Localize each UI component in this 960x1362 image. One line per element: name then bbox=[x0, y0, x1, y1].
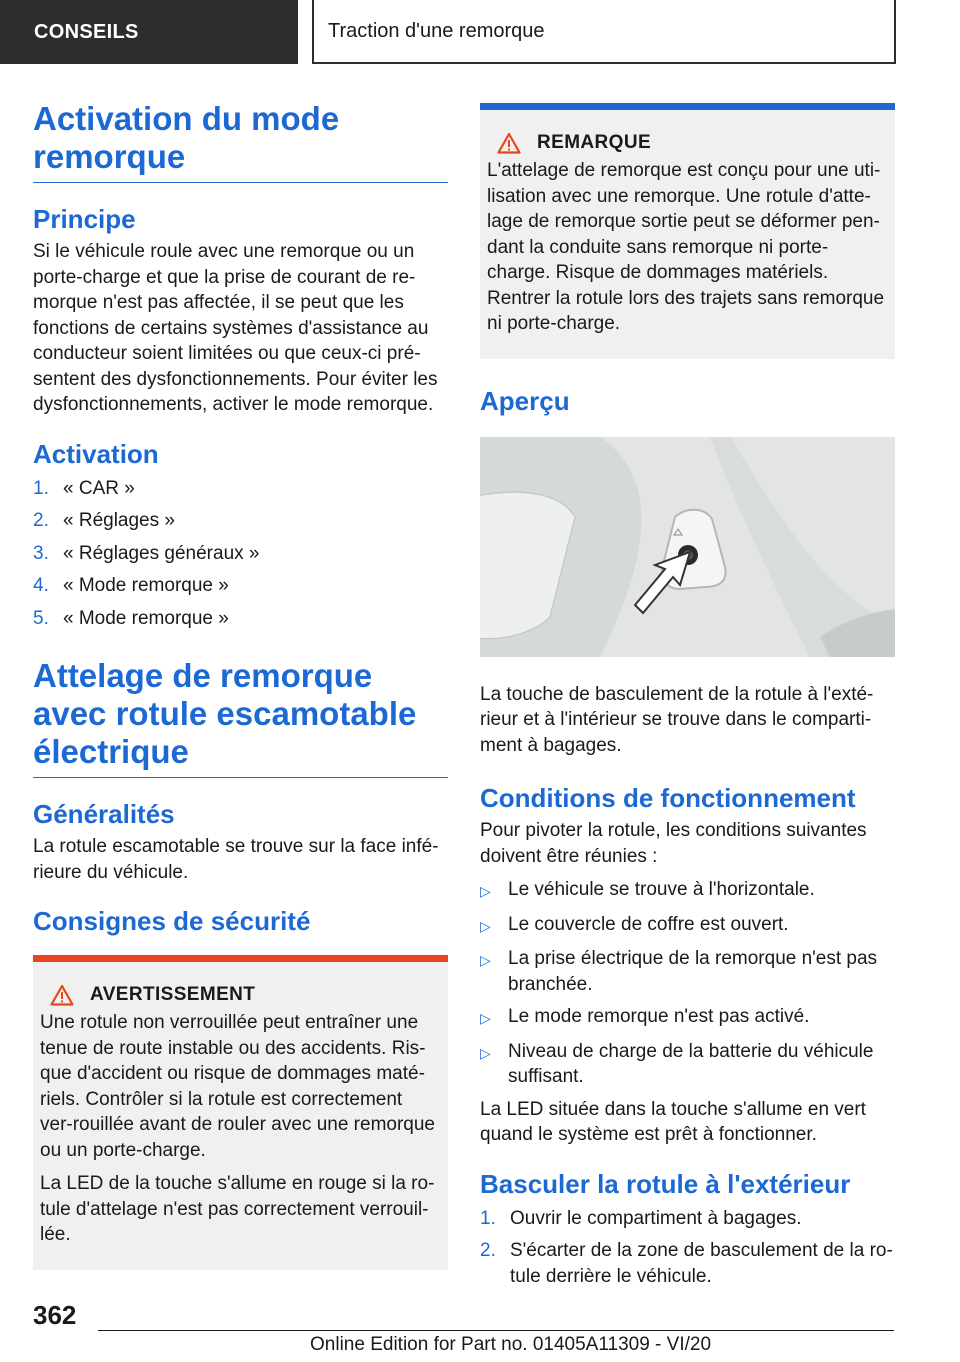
triangle-bullet-icon: ▷ bbox=[480, 917, 491, 934]
header-section-label: CONSEILS bbox=[34, 20, 139, 43]
step-number: 2. bbox=[33, 510, 49, 531]
step-text: « Mode remorque » bbox=[63, 607, 229, 629]
step-number: 2. bbox=[480, 1240, 496, 1261]
step-text: Ouvrir le compartiment à bagages. bbox=[510, 1207, 802, 1229]
right-column bbox=[480, 103, 895, 1309]
list-item bbox=[480, 1004, 895, 1032]
condition-text: Le mode remorque n'est pas activé. bbox=[508, 1006, 810, 1027]
section-apercu bbox=[480, 385, 895, 759]
heading-principe: Principe bbox=[33, 204, 136, 234]
header-title-text: Traction d'une remorque bbox=[328, 19, 545, 42]
step-number: 1. bbox=[33, 477, 49, 499]
list-item bbox=[480, 1206, 895, 1232]
step-text: « Réglages généraux » bbox=[63, 542, 260, 564]
warning-header bbox=[40, 984, 440, 1006]
list-item bbox=[480, 946, 895, 997]
section-basculer bbox=[480, 1168, 895, 1290]
step-text: « Mode remorque » bbox=[63, 575, 229, 596]
heading-conditions: Conditions de fonctionnement bbox=[480, 783, 856, 813]
notice-label: REMARQUE bbox=[537, 132, 652, 153]
heading-generalites: Généralités bbox=[33, 799, 175, 829]
list-item bbox=[33, 541, 448, 567]
basculer-steps bbox=[480, 1206, 895, 1290]
section-generalites bbox=[33, 798, 448, 885]
footer-divider bbox=[98, 1330, 894, 1331]
trunk-button-illustration bbox=[480, 437, 895, 657]
condition-text: La prise électrique de la remorque n'est pas branchée. bbox=[508, 948, 878, 995]
warning-paragraph-1: Une rotule non verrouillée peut entraîner une tenue de route instable ou des accidents. Ris-que d'accident ou risque de dommages maté-riels. Contrôler si la rotule est correctement ver-rouillée avant de rouler avec une remorque ou un porte-charge. bbox=[40, 1012, 435, 1161]
warning-paragraph-2: La LED de la touche s'allume en rouge si la ro-tule d'attelage n'est pas correctement verrouil-lée. bbox=[40, 1173, 435, 1245]
header-chapter-title bbox=[312, 0, 896, 64]
triangle-bullet-icon: ▷ bbox=[480, 883, 491, 899]
apercu-caption: La touche de basculement de la rotule à l'exté-rieur et à l'intérieur se trouve dans le comparti-ment à bagages. bbox=[480, 683, 874, 756]
heading-basculer: Basculer la rotule à l'extérieur bbox=[480, 1168, 851, 1199]
heading-attelage: Attelage de remorque avec rotule escamotable électrique bbox=[33, 657, 448, 778]
triangle-bullet-icon: ▷ bbox=[480, 1044, 491, 1061]
step-text: « Réglages » bbox=[63, 510, 175, 531]
warning-box bbox=[33, 955, 448, 1270]
triangle-bullet-icon: ▷ bbox=[480, 952, 491, 968]
condition-text: Le véhicule se trouve à l'horizontale. bbox=[508, 879, 815, 900]
conditions-outro: La LED située dans la touche s'allume en vert quand le système est prêt à fonctionner. bbox=[480, 1098, 866, 1145]
section-activation bbox=[33, 438, 448, 632]
warning-label: AVERTISSEMENT bbox=[90, 984, 256, 1005]
notice-box bbox=[480, 103, 895, 359]
step-number: 4. bbox=[33, 575, 49, 596]
generalites-text: La rotule escamotable se trouve sur la face infé-rieure du véhicule. bbox=[33, 836, 439, 883]
condition-text: Niveau de charge de la batterie du véhicule suffisant. bbox=[508, 1040, 874, 1087]
step-number: 5. bbox=[33, 607, 49, 629]
condition-text: Le couvercle de coffre est ouvert. bbox=[508, 913, 789, 935]
triangle-bullet-icon: ▷ bbox=[480, 1010, 491, 1026]
list-item bbox=[480, 1238, 895, 1289]
notice-header bbox=[487, 132, 887, 154]
heading-activation-mode: Activation du mode remorque bbox=[33, 100, 448, 183]
list-item bbox=[33, 476, 448, 502]
list-item bbox=[33, 606, 448, 632]
warning-triangle-icon bbox=[50, 984, 74, 1006]
notice-text: L'attelage de remorque est conçu pour une uti-lisation avec une remorque. Une rotule d'atte-lage de remorque sortie peut se déformer pen-dant la conduite sans remorque ni porte-charge. Risque de dommages matériels. Rentrer la rotule lors des trajets sans remorque ni porte-charge. bbox=[487, 160, 885, 334]
header-section-tab bbox=[0, 0, 298, 64]
left-column bbox=[33, 100, 448, 1290]
footer-edition: Online Edition for Part no. 01405A11309 - VI/20 bbox=[310, 1334, 712, 1355]
list-item bbox=[480, 1039, 895, 1090]
heading-activation: Activation bbox=[33, 438, 159, 469]
principe-text: Si le véhicule roule avec une remorque ou un porte-charge et que la prise de courant de re-morque n'est pas affectée, il se peut que les fonctions de certains systèmes d'assistance au conducteur soient limitées ou que ceux-ci pré-sentent des dysfonctionnements. Pour éviter les dysfonctionnements, activer le mode remorque. bbox=[33, 241, 438, 415]
conditions-intro: Pour pivoter la rotule, les conditions suivantes doivent être réunies : bbox=[480, 820, 867, 867]
step-number: 1. bbox=[480, 1207, 496, 1229]
list-item bbox=[480, 877, 895, 905]
step-text: S'écarter de la zone de basculement de la ro-tule derrière le véhicule. bbox=[510, 1240, 893, 1287]
activation-steps bbox=[33, 476, 448, 632]
step-text: « CAR » bbox=[63, 477, 135, 499]
section-conditions bbox=[480, 782, 895, 1148]
list-item bbox=[33, 508, 448, 534]
conditions-list bbox=[480, 877, 895, 1090]
section-consignes bbox=[33, 905, 448, 1270]
warning-triangle-icon bbox=[497, 132, 521, 154]
list-item bbox=[480, 912, 895, 940]
step-number: 3. bbox=[33, 542, 49, 564]
heading-consignes: Consignes de sécurité bbox=[33, 906, 311, 936]
page-number: 362 bbox=[33, 1300, 77, 1330]
heading-apercu: Aperçu bbox=[480, 385, 570, 416]
list-item bbox=[33, 573, 448, 599]
section-principe bbox=[33, 203, 448, 418]
